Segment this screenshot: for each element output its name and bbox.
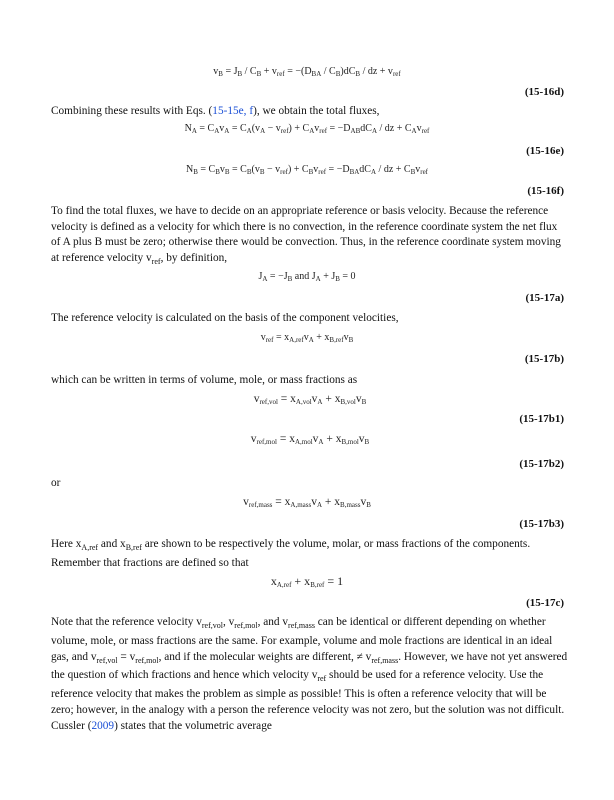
equation-15-17b: $v_{ref} = x_{A,ref}v_A + x_{B,ref}v_B$ — [260, 332, 354, 344]
equation-15-16f: $N_B = C_Bv_B = C_B(v_B - v_{ref}) + C_Bv_{ref} = -D_{BA}dC_A$ / dz + $C_Bv_{ref}$ — [185, 164, 429, 176]
equation-15-17b2: $v_{ref,mol} = x_{A,mol}v_A + x_{B,mol}v_B$ — [250, 433, 370, 446]
equation-number: (15-17b2) — [519, 458, 564, 470]
equation-number: (15-17a) — [525, 292, 564, 304]
equation-15-17c: $x_{A,ref} + x_{B,ref} = 1$ — [270, 574, 344, 589]
equation-number: (15-17c) — [526, 597, 564, 609]
equation-15-17b3: $v_{ref,mass} = x_{A,mass}v_A + x_{B,mass}v_B$ — [243, 496, 371, 509]
equation-number: (15-17b1) — [519, 413, 564, 425]
paragraph-combining: Combining these results with Eqs. (15-15e, f), we obtain the total fluxes, — [51, 105, 380, 117]
citation-link[interactable]: 2009 — [91, 719, 115, 732]
equation-number: (15-16e) — [526, 145, 564, 157]
equation-number: (15-17b3) — [519, 518, 564, 530]
paragraph-reference-velocity: The reference velocity is calculated on the basis of the component velocities, — [51, 312, 399, 324]
paragraph-note: Note that the reference velocity $v_{ref,vol}$, $v_{ref,mol}$, and $v_{ref,mass}$ can be identical or different depending on whether volume, mole, or mass fractions are the same. For example, volume and mole fractions are identical in an ideal gas, and $v_{ref,vol} = v_{ref,mol}$, and if the molecular weights are different, ≠ $v_{ref,mass}$. However, we have not yet answered the question of which fractions and hence which velocity $v_{ref}$ should be used for a reference velocity. Use the reference velocity that makes the problem as simple as possible! This is often a reference velocity that will be zero; however, in the analogy with a person the reference velocity was not zero, but the solution was not difficult. Cussler (2009) states that the volumetric average — [51, 616, 568, 732]
conjunction-or: or — [51, 477, 61, 489]
equation-15-17b1: $v_{ref,vol} = x_{A,vol}v_A + x_{B,vol}v_B$ — [253, 393, 367, 406]
equation-number: (15-16d) — [524, 86, 564, 98]
equation-number: (15-16f) — [527, 185, 564, 197]
paragraph-total-fluxes: To find the total fluxes, we have to decide on an appropriate reference or basis velocity. Because the reference velocity is defined as a velocity for which there is no convection, in the reference coordinate system the net flux of A plus B must be zero; otherwise there would be convection. Thus, in the reference coordinate system moving at reference velocity $v_{ref}$, by definition, — [51, 205, 561, 266]
eq-reference-link[interactable]: 15-15e, f — [212, 105, 254, 117]
equation-15-17a: $J_A = -J_B$ and $J_A + J_B = 0$ — [258, 271, 356, 283]
paragraph-here-fractions: Here $x_{A,ref}$ and $x_{B,ref}$ are shown to be respectively the volume, molar, or mass fractions of the components. Remember that fractions are defined so that — [51, 538, 531, 569]
equation-15-16e: $N_A = C_Av_A = C_A(v_A - v_{ref}) + C_Av_{ref} = -D_{AB}dC_A$ / dz + $C_Av_{ref}$ — [184, 123, 430, 135]
equation-number: (15-17b) — [524, 353, 564, 365]
equation-15-16d: $v_B = J_B / C_B + v_{ref} = -(D_{BA} / C_B)dC_B$ / dz + $v_{ref}$ — [213, 66, 401, 78]
paragraph-fractions: which can be written in terms of volume, mole, or mass fractions as — [51, 374, 358, 386]
